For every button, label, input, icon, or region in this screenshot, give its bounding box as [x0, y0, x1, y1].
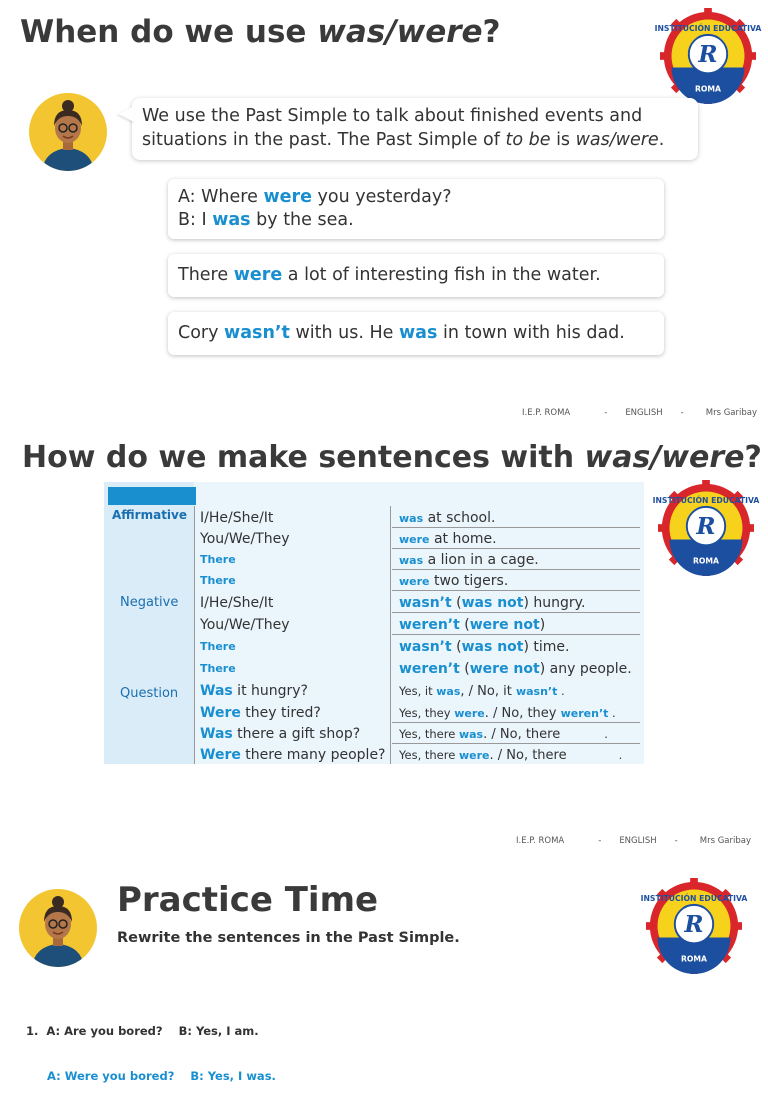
table-row: You/We/They weren’t (were not) — [194, 614, 644, 635]
table-row: There were two tigers. — [194, 570, 644, 591]
example-card-3: Cory wasn’t with us. He was in town with his dad. — [168, 312, 664, 355]
category-affirmative: Affirmative — [112, 508, 187, 522]
table-row: There was a lion in a cage. — [194, 549, 644, 570]
teacher-avatar — [28, 92, 108, 172]
svg-text:ROMA: ROMA — [692, 556, 720, 566]
table-header-bar — [108, 487, 196, 505]
section1-title: When do we use was/were? — [20, 14, 501, 50]
teacher-avatar — [18, 888, 98, 968]
svg-text:PRIVADA: PRIVADA — [674, 943, 714, 953]
svg-text:R: R — [698, 40, 718, 68]
table-row: Was there a gift shop? Yes, there was. / No, there . — [194, 723, 644, 744]
svg-text:INSTITUCIÓN EDUCATIVA: INSTITUCIÓN EDUCATIVA — [640, 894, 748, 904]
table-row: Were there many people? Yes, there were. / No, there . — [200, 747, 623, 763]
footer-2: I.E.P. ROMA - ENGLISH - Mrs Garibay — [516, 836, 751, 846]
school-logo — [652, 480, 760, 576]
explanation-bubble: We use the Past Simple to talk about finished events and situations in the past. The Past Simple of to be is was/were. — [132, 98, 698, 160]
svg-text:PRIVADA: PRIVADA — [688, 73, 728, 83]
table-row: Were they tired? Yes, they were. / No, they weren’t . — [194, 702, 644, 723]
section2-title: How do we make sentences with was/were? — [22, 440, 762, 475]
category-negative: Negative — [120, 595, 179, 610]
table-row: Was it hungry? Yes, it was, / No, it wasn’t . — [200, 683, 565, 699]
svg-text:R: R — [696, 512, 716, 540]
school-logo — [640, 878, 748, 974]
example-card-2: There were a lot of interesting fish in the water. — [168, 254, 664, 297]
table-row: There wasn’t (was not) time. — [200, 639, 570, 655]
svg-text:INSTITUCIÓN EDUCATIVA: INSTITUCIÓN EDUCATIVA — [654, 24, 762, 34]
practice-instruction: Rewrite the sentences in the Past Simple. — [117, 930, 460, 946]
footer-1: I.E.P. ROMA - ENGLISH - Mrs Garibay — [522, 408, 757, 418]
grammar-table — [104, 482, 644, 764]
svg-text:ROMA: ROMA — [680, 954, 708, 964]
school-logo — [654, 8, 762, 104]
table-row: I/He/She/It wasn’t (was not) hungry. — [194, 592, 644, 613]
practice-title: Practice Time — [117, 880, 379, 920]
svg-text:ROMA: ROMA — [694, 84, 722, 94]
example-card-1: A: Where were you yesterday? B: I was by the sea. — [168, 179, 664, 239]
exercise-item-1: 1. A: Are you bored? B: Yes, I am. A: Were you bored? B: Yes, I was. — [26, 1024, 276, 1083]
bubble-tail — [118, 106, 134, 122]
table-row: I/He/She/It was at school. — [194, 507, 644, 528]
svg-text:INSTITUCIÓN EDUCATIVA: INSTITUCIÓN EDUCATIVA — [652, 496, 760, 506]
table-row: You/We/They were at home. — [194, 528, 644, 549]
category-question: Question — [120, 686, 179, 701]
svg-text:R: R — [684, 910, 704, 938]
svg-text:PRIVADA: PRIVADA — [686, 545, 726, 555]
table-row: There weren’t (were not) any people. — [200, 661, 632, 677]
